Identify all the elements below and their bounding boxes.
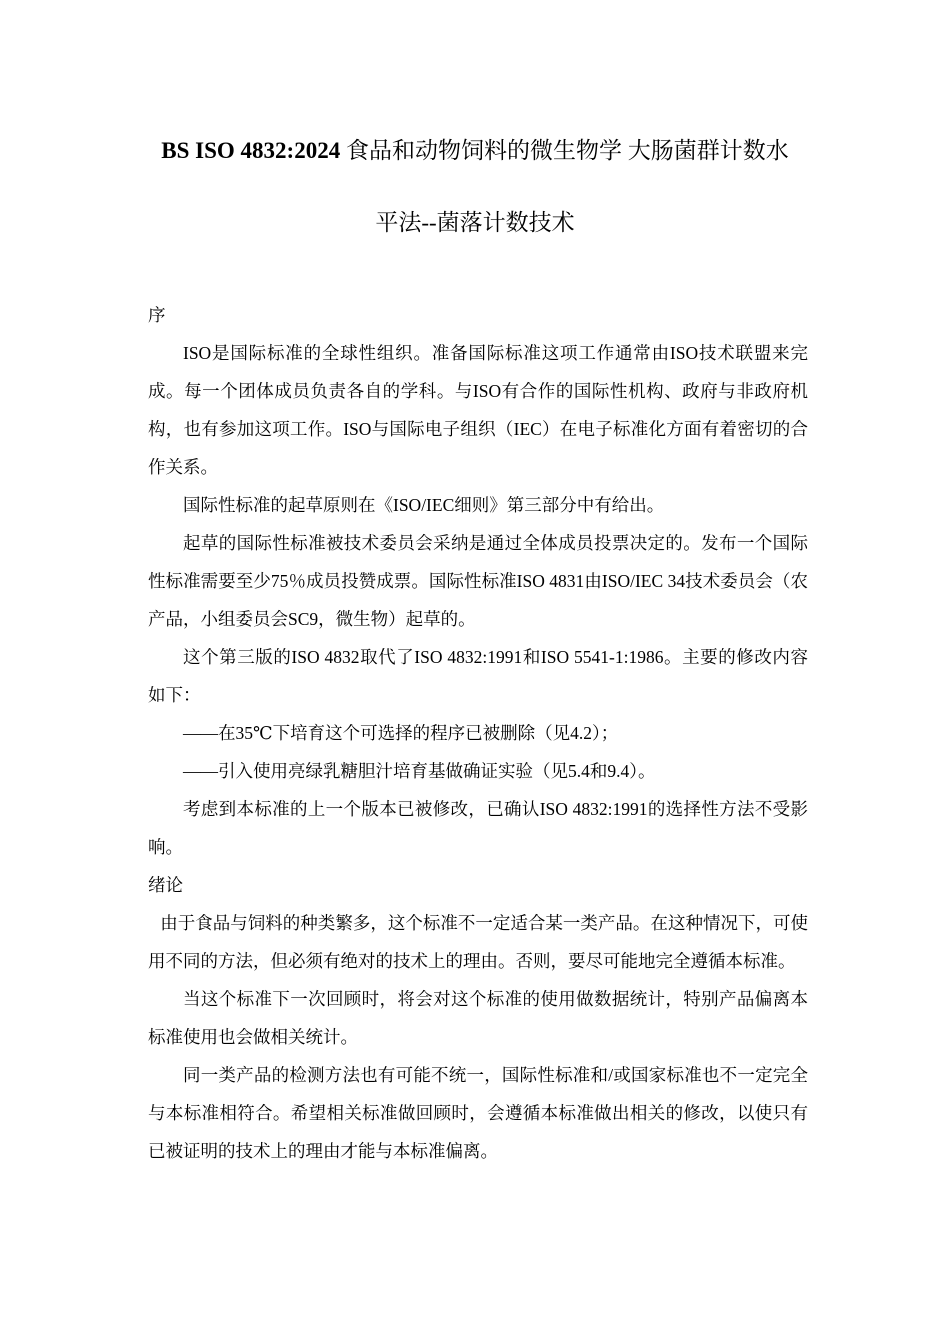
foreword-heading: 序 [148, 305, 166, 325]
document-body [148, 296, 808, 1170]
foreword-paragraph-2: 国际性标准的起草原则在《ISO/IEC细则》第三部分中有给出。 [183, 495, 665, 515]
foreword-paragraph-3: 起草的国际性标准被技术委员会采纳是通过全体成员投票决定的。发布一个国际性标准需要至少75％成员投赞成票。国际性标准ISO 4831由ISO/IEC 34技术委员会（农产品，小组委员会SC9，微生物）起草的。 [148, 533, 808, 629]
introduction-paragraph-1: 由于食品与饲料的种类繁多，这个标准不一定适合某一类产品。在这种情况下，可使用不同的方法，但必须有绝对的技术上的理由。否则，要尽可能地完全遵循本标准。 [148, 913, 808, 971]
introduction-paragraph-3: 同一类产品的检测方法也有可能不统一，国际性标准和/或国家标准也不一定完全与本标准相符合。希望相关标准做回顾时，会遵循本标准做出相关的修改，以使只有已被证明的技术上的理由才能与本标准偏离。 [148, 1065, 808, 1161]
document-title-line2: 平法--菌落计数技术 [375, 210, 575, 235]
introduction-heading: 绪论 [148, 875, 183, 895]
foreword-list-item-1: ——在35℃下培育这个可选择的程序已被删除（见4.2）； [183, 723, 619, 743]
foreword-paragraph-1: ISO是国际标准的全球性组织。准备国际标准这项工作通常由ISO技术联盟来完成。每一个团体成员负责各自的学科。与ISO有合作的国际性机构、政府与非政府机构，也有参加这项工作。ISO与国际电子组织（IEC）在电子标准化方面有着密切的合作关系。 [148, 343, 808, 477]
title-text-part1: 食品和动物饲料的微生物学 大肠菌群计数水 [345, 138, 789, 163]
document-title-line1 [120, 136, 830, 166]
foreword-list-item-2: ——引入使用亮绿乳糖胆汁培育基做确证实验（见5.4和9.4）。 [183, 761, 656, 781]
foreword-paragraph-5: 考虑到本标准的上一个版本已被修改，已确认ISO 4832:1991的选择性方法不受影响。 [148, 799, 808, 857]
foreword-paragraph-4: 这个第三版的ISO 4832取代了ISO 4832:1991和ISO 5541-1:1986。主要的修改内容如下： [148, 647, 808, 705]
introduction-paragraph-2: 当这个标准下一次回顾时，将会对这个标准的使用做数据统计，特别产品偏离本标准使用也会做相关统计。 [148, 989, 808, 1047]
standard-code: BS ISO 4832:2024 [161, 138, 341, 163]
